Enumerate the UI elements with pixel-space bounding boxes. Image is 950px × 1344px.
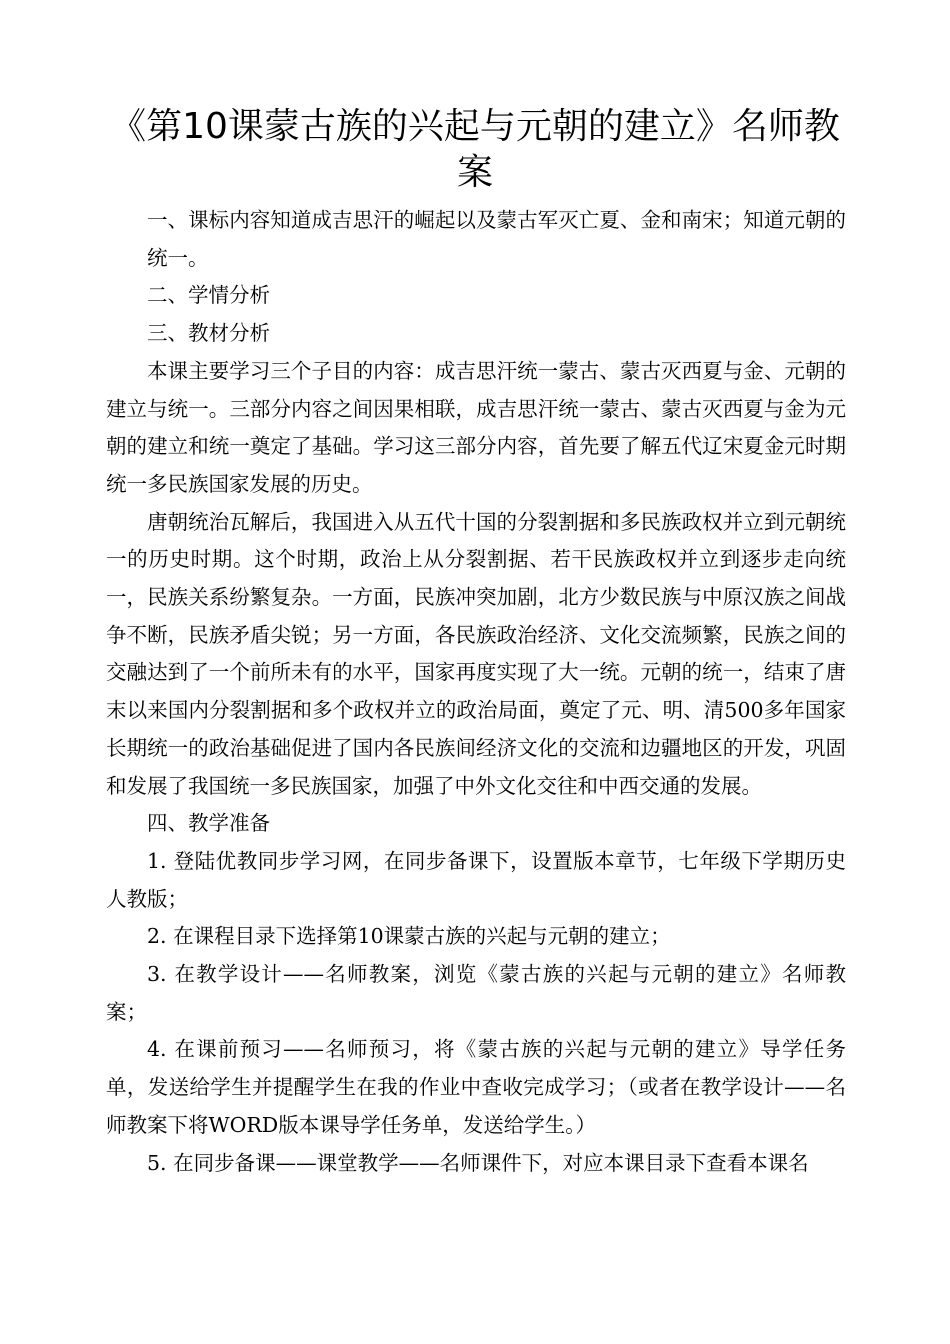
paragraph: 4. 在课前预习——名师预习，将《蒙古族的兴起与元朝的建立》导学任务单，发送给学生并提醒学生在我的作业中查收完成学习；（或者在教学设计——名师教案下将WORD版本课导学任务单，发送给学生。） [106,1037,846,1137]
paragraph: 1. 登陆优教同步学习网，在同步备课下，设置版本章节，七年级下学期历史人教版； [106,848,846,911]
paragraph: 2. 在课程目录下选择第10课蒙古族的兴起与元朝的建立； [147,924,671,949]
document-body [106,202,846,1182]
paragraph: 本课主要学习三个子目的内容：成吉思汗统一蒙古、蒙古灭西夏与金、元朝的建立与统一。三部分内容之间因果相联，成吉思汗统一蒙古、蒙古灭西夏与金为元朝的建立和统一奠定了基础。学习这三部分内容，首先要了解五代辽宋夏金元时期统一多民族国家发展的历史。 [106,358,846,496]
section-heading: 二、学情分析 [147,283,270,308]
paragraph: 唐朝统治瓦解后，我国进入从五代十国的分裂割据和多民族政权并立到元朝统一的历史时期。这个时期，政治上从分裂割据、若干民族政权并立到逐步走向统一，民族关系纷繁复杂。一方面，民族冲突加剧，北方少数民族与中原汉族之间战争不断，民族矛盾尖锐；另一方面，各民族政治经济、文化交流频繁，民族之间的交融达到了一个前所未有的水平，国家再度实现了大一统。元朝的统一，结束了唐末以来国内分裂割据和多个政权并立的政治局面，奠定了元、明、清500多年国家长期统一的政治基础促进了国内各民族间经济文化的交流和边疆地区的开发，巩固和发展了我国统一多民族国家，加强了中外文化交往和中西交通的发展。 [106,509,846,798]
paragraph: 一、课标内容知道成吉思汗的崛起以及蒙古军灭亡夏、金和南宋；知道元朝的统一。 [147,208,846,270]
document-title: 《第10课蒙古族的兴起与元朝的建立》名师教案 [110,106,840,193]
paragraph: 3. 在教学设计——名师教案，浏览《蒙古族的兴起与元朝的建立》名师教案； [106,962,846,1024]
paragraph: 5. 在同步备课——课堂教学——名师课件下，对应本课目录下查看本课名 [147,1150,809,1175]
section-heading: 三、教材分析 [147,321,270,346]
section-heading: 四、教学准备 [147,811,270,836]
